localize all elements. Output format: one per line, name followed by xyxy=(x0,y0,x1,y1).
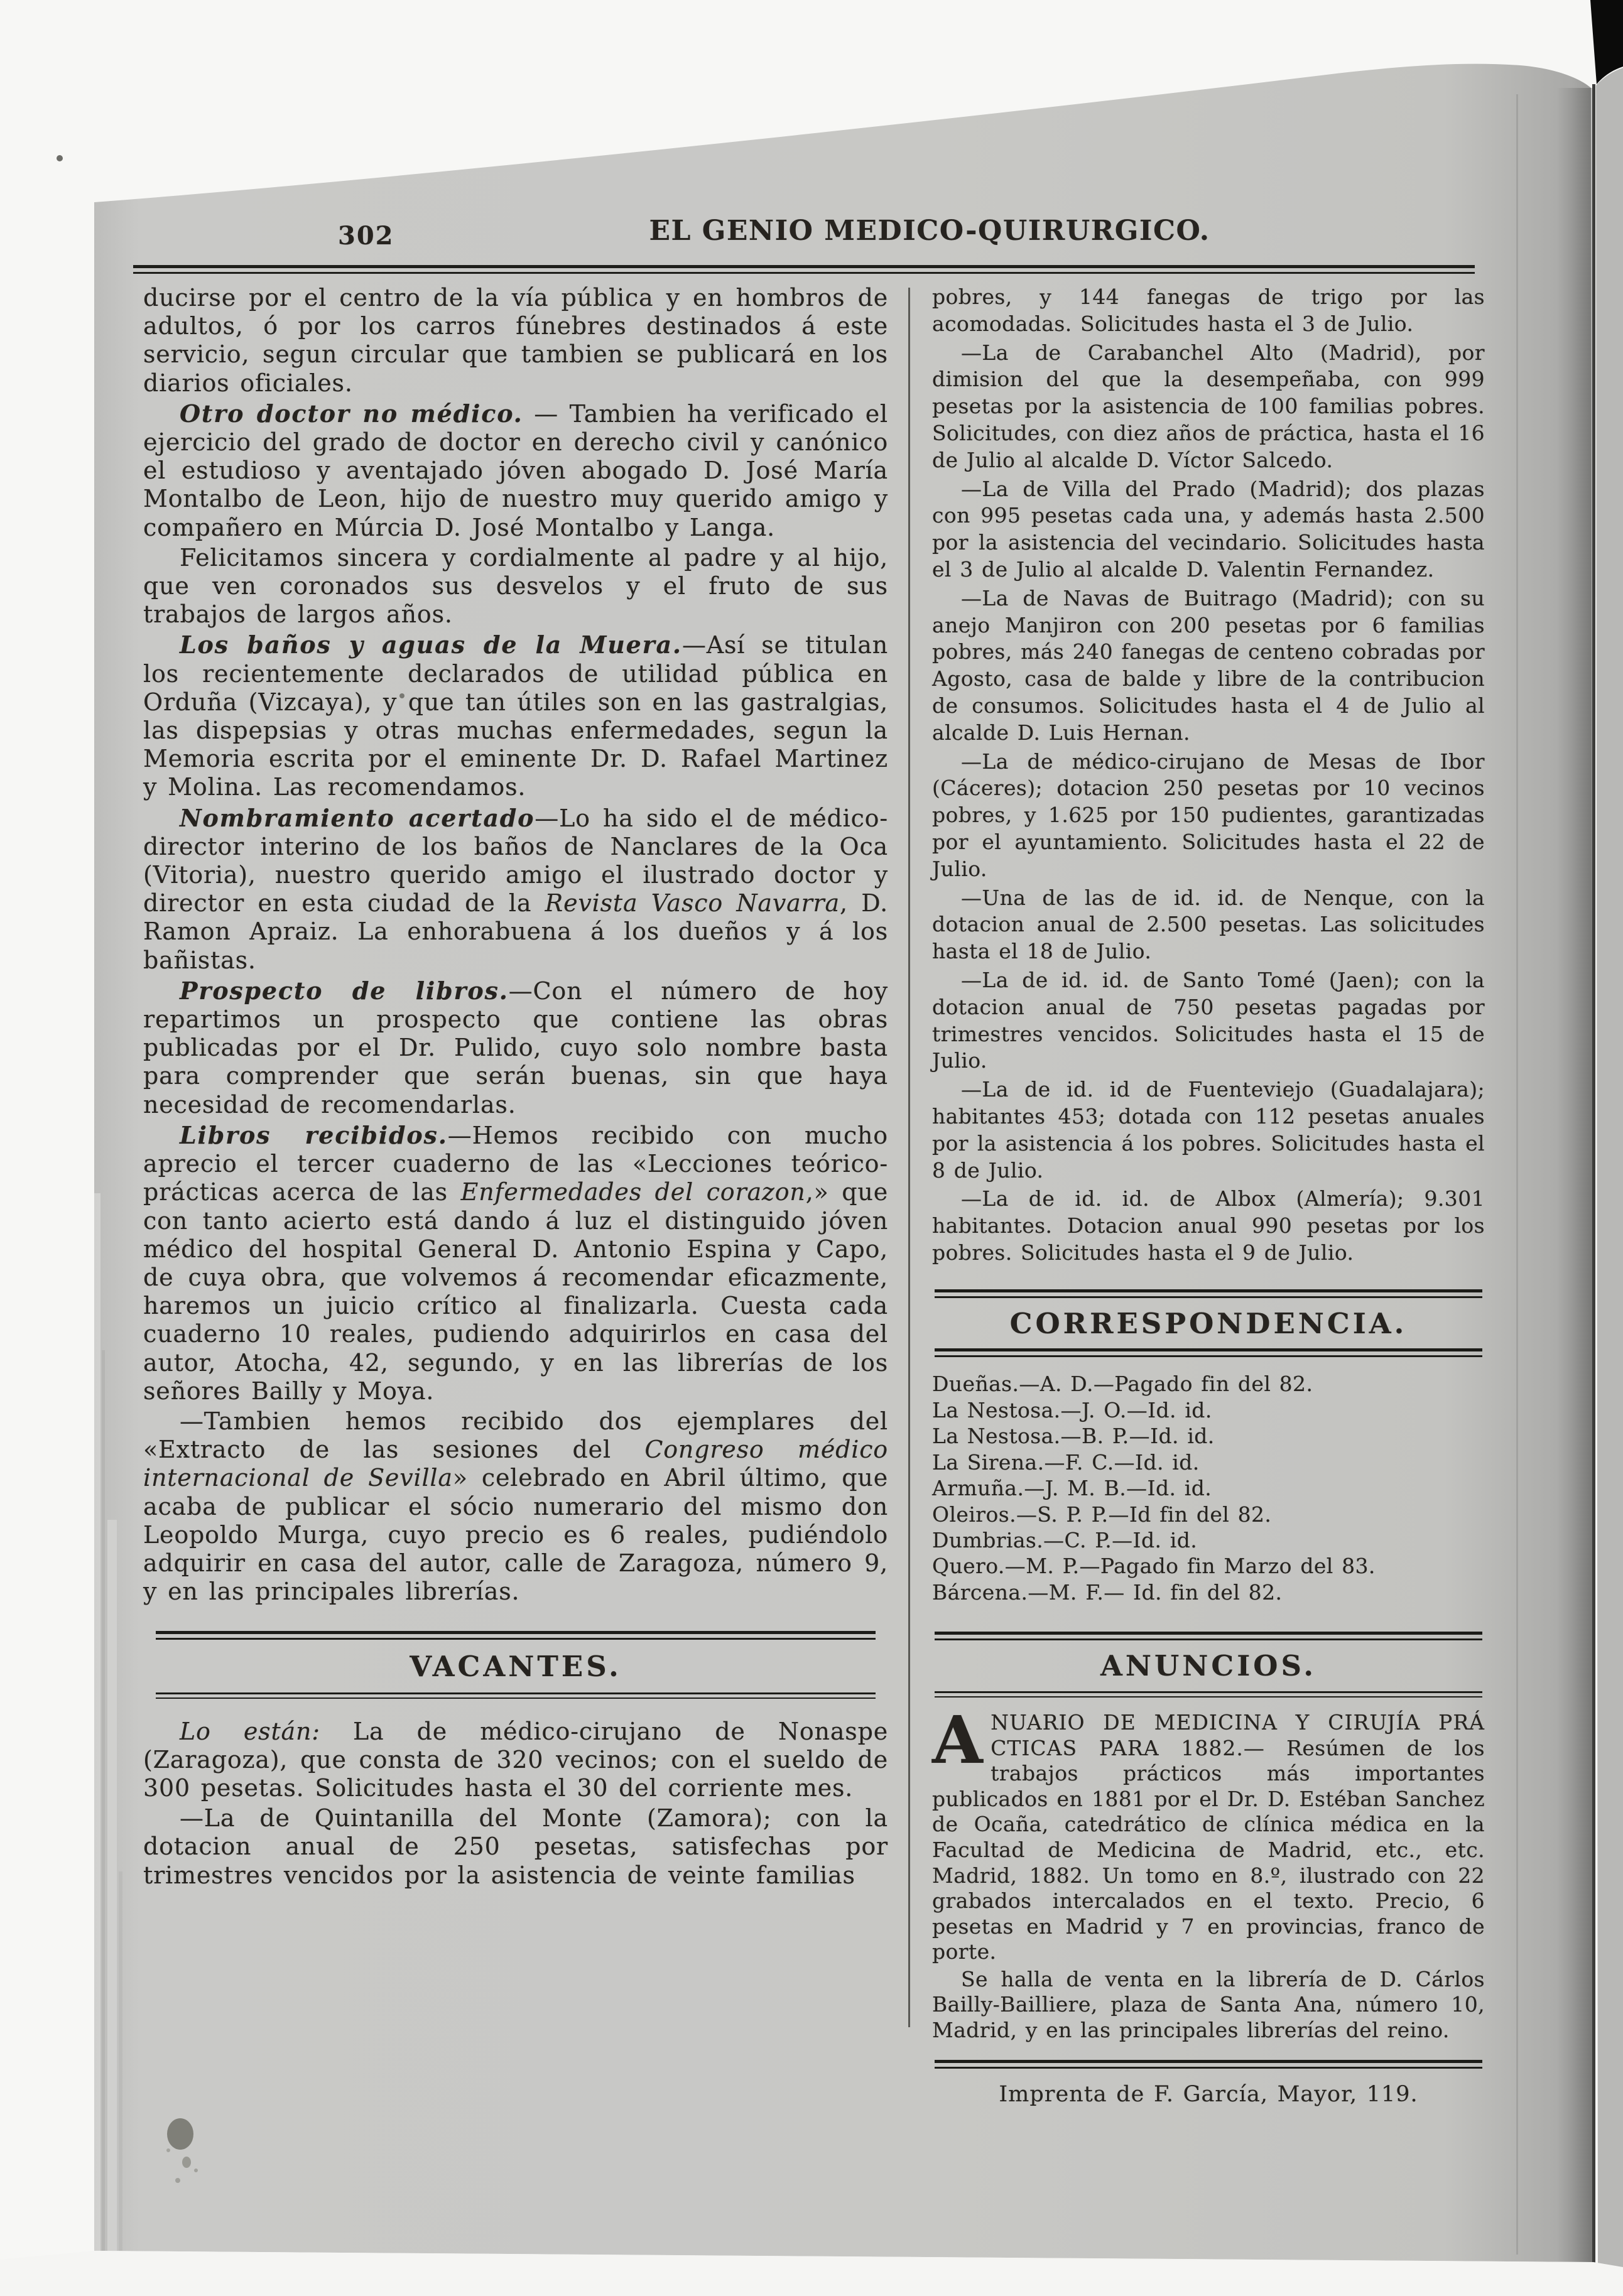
header-rule xyxy=(133,265,1475,274)
paragraph xyxy=(143,544,888,629)
footer-rule xyxy=(935,2060,1482,2069)
paragraph xyxy=(932,1967,1485,2044)
text-segment: —La de médico-cirujano de Mesas de Ibor (Cáceres); dotacion 250 pesetas por 10 vecinos pobres, y 1.625 por 150 pudientes, garantizadas por el ayuntamiento. Solicitudes hasta el 22 de Julio. xyxy=(932,749,1485,881)
under-page-edge xyxy=(107,1520,117,2251)
text-segment: — Tambien ha verificado el ejercicio del grado de doctor en derecho civil y canónico el estudioso y aventajado jóven abogado D. José María Montalbo de Leon, hijo de nuestro muy querido amigo y compañero en Múrcia D. José Montalbo y Langa. xyxy=(143,399,888,541)
ink-speck xyxy=(194,2169,198,2172)
list-line: Bárcena.—M. F.— Id. fin del 82. xyxy=(932,1579,1283,1605)
text-segment: pobres, y 144 fanegas de trigo por las acomodadas. Solicitudes hasta el 3 de Julio. xyxy=(932,284,1485,336)
paragraph xyxy=(143,1407,888,1606)
list-line: Quero.—M. P.—Pagado fin Marzo del 83. xyxy=(932,1554,1376,1579)
text-segment: Enfermedades del corazon xyxy=(460,1178,806,1206)
text-segment: Se halla de venta en la librería de D. Cárlos Bailly-Bailliere, plaza de Santa Ana, número 10, Madrid, y en las principales librerías del reino. xyxy=(932,1966,1485,2043)
text-segment: —Tambien hemos recibido dos ejemplares del «Extracto de las sesiones del xyxy=(143,1407,888,1464)
text-segment: —La de Carabanchel Alto (Madrid), por dimision del que la desempeñaba, con 999 pesetas por la asistencia de 100 familias pobres. Solicitudes, con diez años de práctica, hasta el 16 de Julio al alcalde D. Víctor Salcedo. xyxy=(932,340,1485,472)
list-line: La Nestosa.—B. P.—Id. id. xyxy=(932,1424,1215,1449)
correspondencia-heading: CORRESPONDENCIA. xyxy=(1009,1306,1408,1340)
paragraph xyxy=(932,885,1485,965)
under-page-edge xyxy=(94,1193,100,2251)
text-segment: Lo están: xyxy=(180,1717,320,1745)
column-divider xyxy=(908,288,910,2027)
paragraph xyxy=(143,804,888,975)
ink-speck xyxy=(175,2178,180,2183)
text-segment: Felicitamos sincera y cordialmente al padre y al hijo, que ven coronados sus desvelos y el fruto de sus trabajos de largos años. xyxy=(143,543,888,629)
list-line: Dueñas.—A. D.—Pagado fin del 82. xyxy=(932,1372,1313,1397)
vacantes-heading: VACANTES. xyxy=(410,1650,622,1684)
news-items xyxy=(143,284,888,1606)
text-segment: —Lo ha sido el de médico-director interino de los baños de Nanclares de la Oca (Vitoria), nuestro querido amigo el ilustrado doctor y director en esta ciudad de la xyxy=(143,804,888,918)
text-segment: —La de Navas de Buitrago (Madrid); con su anejo Manjiron con 200 pesetas por 6 familias pobres, más 240 fanegas de centeno cobradas por Agosto, casa de balde y libre de la contribucion de consumos. Solicitudes hasta el 4 de Julio al alcalde D. Luis Hernan. xyxy=(932,585,1485,745)
paragraph xyxy=(143,631,888,801)
vacantes-items-continued xyxy=(932,284,1485,1267)
page-number: 302 xyxy=(338,221,394,251)
list-line: La Nestosa.—J. O.—Id. id. xyxy=(932,1397,1212,1422)
paragraph xyxy=(932,1076,1485,1184)
gutter-shadow xyxy=(1556,88,1593,2267)
text-segment: La de médico-cirujano de Nonaspe (Zaragoza), que consta de 320 vecinos; con el sueldo de 300 pesetas. Solicitudes hasta el 30 del corriente mes. xyxy=(143,1717,888,1802)
anuncios-heading: ANUNCIOS. xyxy=(1100,1649,1317,1683)
text-segment: Otro doctor no médico. xyxy=(180,399,523,428)
text-segment: NUARIO DE MEDICINA Y CIRUJÍA PRÁ CTICAS PARA 1882.— xyxy=(991,1709,1485,1760)
list-line: Oleiros.—S. P. P.—Id fin del 82. xyxy=(932,1502,1272,1527)
paragraph xyxy=(143,1804,888,1890)
paragraph xyxy=(932,967,1485,1075)
text-segment: —Hemos recibido con mucho aprecio el tercer cuaderno de las «Lecciones teórico-prácticas acerca de las xyxy=(143,1121,888,1206)
imprint-line: Imprenta de F. García, Mayor, 119. xyxy=(999,2081,1418,2107)
ink-blot xyxy=(182,2157,191,2168)
paragraph xyxy=(932,284,1485,338)
text-segment: Resúmen de los trabajos prácticos más importantes publicados en 1881 por el Dr. D. Estéban Sanchez de Ocaña, catedrático de clínica médica en la Facultad de Medicina de Madrid, etc., etc. Madrid, 1882. Un tomo en 8.º, ilustrado con 22 grabados intercalados en el texto. Precio, 6 pesetas en Madrid y 7 en provincias, franco de porte. xyxy=(932,1735,1485,1964)
text-segment: , D. Ramon Apraiz. La enhorabuena á los dueños y á los bañistas. xyxy=(143,889,888,974)
paragraph xyxy=(932,1186,1485,1266)
vacantes-items xyxy=(143,1718,888,1890)
text-segment: Prospecto de libros. xyxy=(180,976,509,1005)
section-rule xyxy=(156,1631,876,1640)
anuncios-items xyxy=(932,1701,1485,2044)
list-line: La Sirena.—F. C.—Id. id. xyxy=(932,1449,1200,1475)
text-segment: Los baños y aguas de la Muera. xyxy=(180,631,682,659)
list-line: Dumbrias.—C. P.—Id. id. xyxy=(932,1527,1198,1552)
left-column xyxy=(143,284,888,1892)
paper-speck xyxy=(57,155,63,161)
section-rule xyxy=(156,1692,876,1699)
paragraph xyxy=(932,585,1485,747)
text-segment: —La de id. id. de Albox (Almería); 9.301 habitantes. Dotacion anual 990 pesetas por los pobres. Solicitudes hasta el 9 de Julio. xyxy=(932,1186,1485,1265)
journal-title: EL GENIO MEDICO-QUIRURGICO. xyxy=(649,215,1210,247)
section-rule xyxy=(935,1691,1482,1698)
text-segment: —La de id. id. de Santo Tomé (Jaen); con la dotacion anual de 750 pesetas pagadas por trimestres vencidos. Solicitudes hasta el 15 de Julio. xyxy=(932,967,1485,1073)
section-rule xyxy=(935,1348,1482,1357)
gutter-crease xyxy=(1592,84,1595,2296)
adjacent-page-sliver xyxy=(1596,68,1623,2268)
text-segment: —Con el número de hoy repartimos un prospecto que contiene las obras publicadas por el Dr. Pulido, cuyo solo nombre basta para comprender que serán buenas, sin que haya necesidad de recomendarlas. xyxy=(143,977,888,1118)
under-page-edge xyxy=(119,1871,122,2251)
text-segment: Revista Vasco Navarra xyxy=(545,889,840,918)
page-fold-line xyxy=(1516,94,1518,2255)
right-column xyxy=(932,284,1485,2108)
ink-speck xyxy=(166,2148,170,2152)
text-segment: —Así se titulan los recientemente declarados de utilidad pública en Orduña (Vizcaya), y que tan útiles son en las gastralgias, las dispepsias y otras muchas enfermedades, segun la Memoria escrita por el eminente Dr. D. Rafael Martinez y Molina. Las recomendamos. xyxy=(143,631,888,801)
text-segment: Nombramiento acertado xyxy=(180,803,535,832)
paragraph xyxy=(143,399,888,542)
paragraph xyxy=(143,284,888,398)
text-segment: » celebrado en Abril último, que acaba de publicar el sócio numerario del mismo don Leopoldo Murga, cuyo precio es 6 reales, pudiéndolo adquirir en casa del autor, calle de Zaragoza, número 9, y en las principales librerías. xyxy=(143,1464,888,1606)
paragraph xyxy=(932,1701,1485,1965)
paragraph xyxy=(143,977,888,1119)
section-rule xyxy=(935,1289,1482,1298)
text-segment: —La de Villa del Prado (Madrid); dos plazas con 995 pesetas cada una, y además hasta 2.500 por la asistencia del vecindario. Solicitudes hasta el 3 de Julio al alcalde D. Valentin Fernandez. xyxy=(932,476,1485,582)
text-segment: —La de id. id de Fuenteviejo (Guadalajara); habitantes 453; dotada con 112 pesetas anuales por la asistencia á los pobres. Solicitudes hasta el 8 de Julio. xyxy=(932,1077,1485,1183)
ink-blot xyxy=(167,2118,193,2150)
text-segment: —Una de las de id. id. de Nenque, con la dotacion anual de 2.500 pesetas. Las solicitudes hasta el 18 de Julio. xyxy=(932,885,1485,964)
paragraph xyxy=(932,340,1485,474)
correspondencia-list xyxy=(932,1371,1485,1605)
text-segment: A xyxy=(932,1701,984,1779)
text-segment: Libros recibidos. xyxy=(180,1120,448,1149)
text-segment: ducirse por el centro de la vía pública y en hombros de adultos, ó por los carros fúnebres destinados á este servicio, segun circular que tambien se publicará en los diarios oficiales. xyxy=(143,284,888,397)
list-line: Armuña.—J. M. B.—Id. id. xyxy=(932,1476,1212,1501)
text-segment: Congreso médico internacional de Sevilla xyxy=(143,1436,888,1492)
text-segment: ,» que con tanto acierto está dando á luz el distinguido jóven médico del hospital General D. Antonio Espina y Capo, de cuya obra, que volvemos á recomendar eficazmente, haremos un juicio crítico al finalizarla. Cuesta cada cuaderno 10 reales, pudiendo adquirirlos en casa del autor, Atocha, 42, segundo, y en las librerías de los señores Bailly y Moya. xyxy=(143,1178,888,1405)
paragraph xyxy=(143,1121,888,1405)
paragraph xyxy=(932,476,1485,583)
section-rule xyxy=(935,1632,1482,1640)
paragraph xyxy=(143,1718,888,1803)
under-page-edge xyxy=(102,1350,105,2251)
paragraph xyxy=(932,749,1485,883)
text-segment: —La de Quintanilla del Monte (Zamora); con la dotacion anual de 250 pesetas, satisfechas por trimestres vencidos por la asistencia de veinte familias xyxy=(143,1804,888,1889)
